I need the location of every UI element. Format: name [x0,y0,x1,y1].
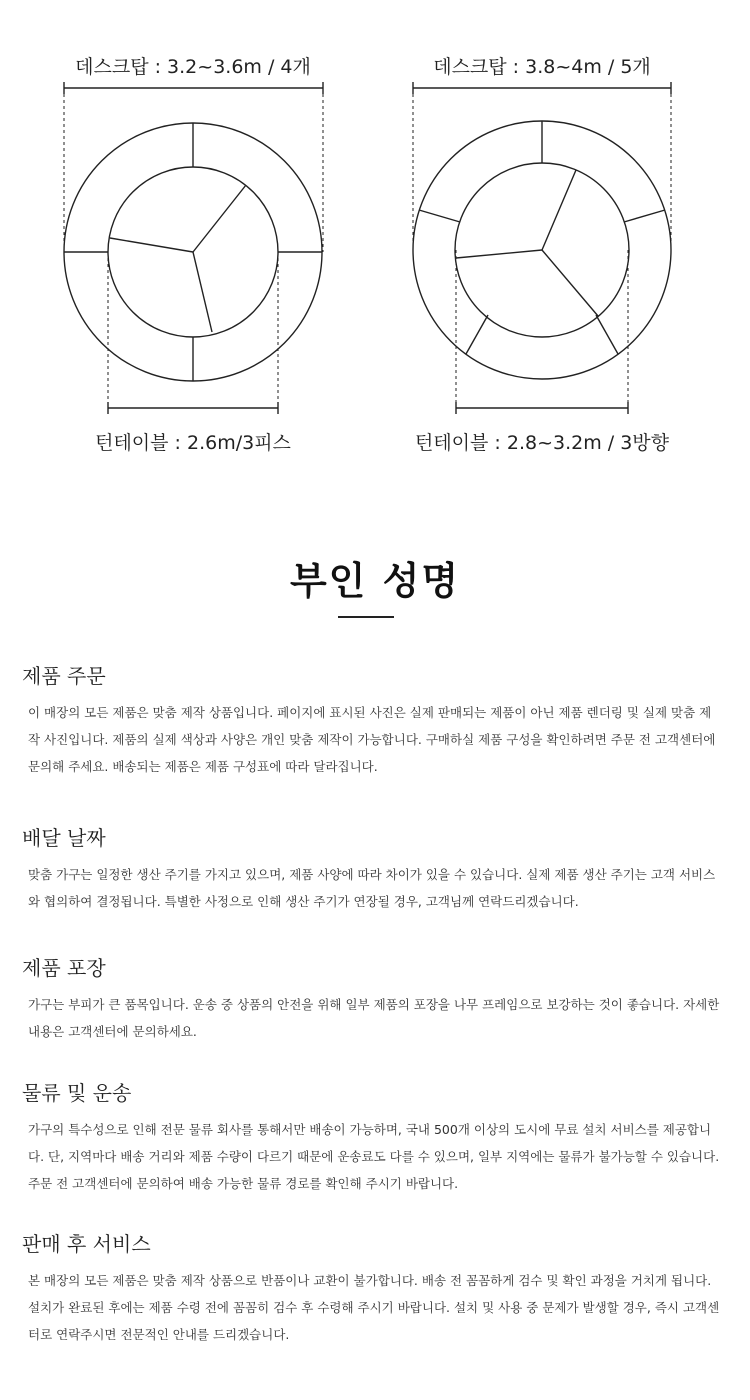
section-body: 가구는 부피가 큰 품목입니다. 운송 중 상품의 안전을 위해 일부 제품의 포장을 나무 프레임으로 보강하는 것이 좋습니다. 자세한 내용은 고객센터에 문의하세요. [28,997,720,1039]
section-heading: 판매 후 서비스 [22,1232,151,1256]
section-after-sales-service [22,1228,722,1348]
section-product-order [22,660,722,780]
left-desktop-size-label: 데스크탑 : 3.2~3.6m / 4개 [75,56,311,78]
page-title: 부인 성명 [289,559,461,603]
left-table-diagram [64,82,323,414]
section-product-packaging [22,952,722,1045]
section-heading: 제품 포장 [22,956,106,980]
right-turntable-size-label: 턴테이블 : 2.8~3.2m / 3방향 [414,432,670,454]
table-size-diagrams [0,0,750,470]
section-body: 맞춤 가구는 일정한 생산 주기를 가지고 있으며, 제품 사양에 따라 차이가 있을 수 있습니다. 실제 제품 생산 주기는 고객 서비스와 협의하여 결정됩니다. 특별한 사정으로 인해 생산 주기가 연장될 경우, 고객님께 연락드리겠습니다. [28,867,716,909]
section-heading: 제품 주문 [22,664,106,688]
section-body: 본 매장의 모든 제품은 맞춤 제작 상품으로 반품이나 교환이 불가합니다. 배송 전 꼼꼼하게 검수 및 확인 과정을 거치게 됩니다. 설치가 완료된 후에는 제품 수령 전에 꼼꼼히 검수 후 수령해 주시기 바랍니다. 설치 및 사용 중 문제가 발생할 경우, 즉시 고객센터로 연락주시면 전문적인 안내를 드리겠습니다. [28,1273,720,1342]
left-turntable-size-label: 턴테이블 : 2.6m/3피스 [95,432,291,454]
right-desktop-size-label: 데스크탑 : 3.8~4m / 5개 [433,56,651,78]
section-heading: 물류 및 운송 [22,1081,132,1105]
title-underline [338,616,394,618]
right-table-diagram [413,82,671,414]
section-logistics-shipping [22,1077,722,1197]
section-body: 이 매장의 모든 제품은 맞춤 제작 상품입니다. 페이지에 표시된 사진은 실제 판매되는 제품이 아닌 제품 렌더링 및 실제 맞춤 제작 사진입니다. 제품의 실제 색상과 사양은 개인 맞춤 제작이 가능합니다. 구매하실 제품 구성을 확인하려면 주문 전 고객센터에 문의해 주세요. 배송되는 제품은 제품 구성표에 따라 달라집니다. [28,705,716,774]
section-heading: 배달 날짜 [22,826,106,850]
section-delivery-date [22,822,722,915]
section-body: 가구의 특수성으로 인해 전문 물류 회사를 통해서만 배송이 가능하며, 국내 500개 이상의 도시에 무료 설치 서비스를 제공합니다. 단, 지역마다 배송 거리와 제품 수량이 다르기 때문에 운송료도 다를 수 있으며, 일부 지역에는 물류가 불가능할 수 있습니다. 주문 전 고객센터에 문의하여 배송 가능한 물류 경로를 확인해 주시기 바랍니다. [28,1122,720,1191]
